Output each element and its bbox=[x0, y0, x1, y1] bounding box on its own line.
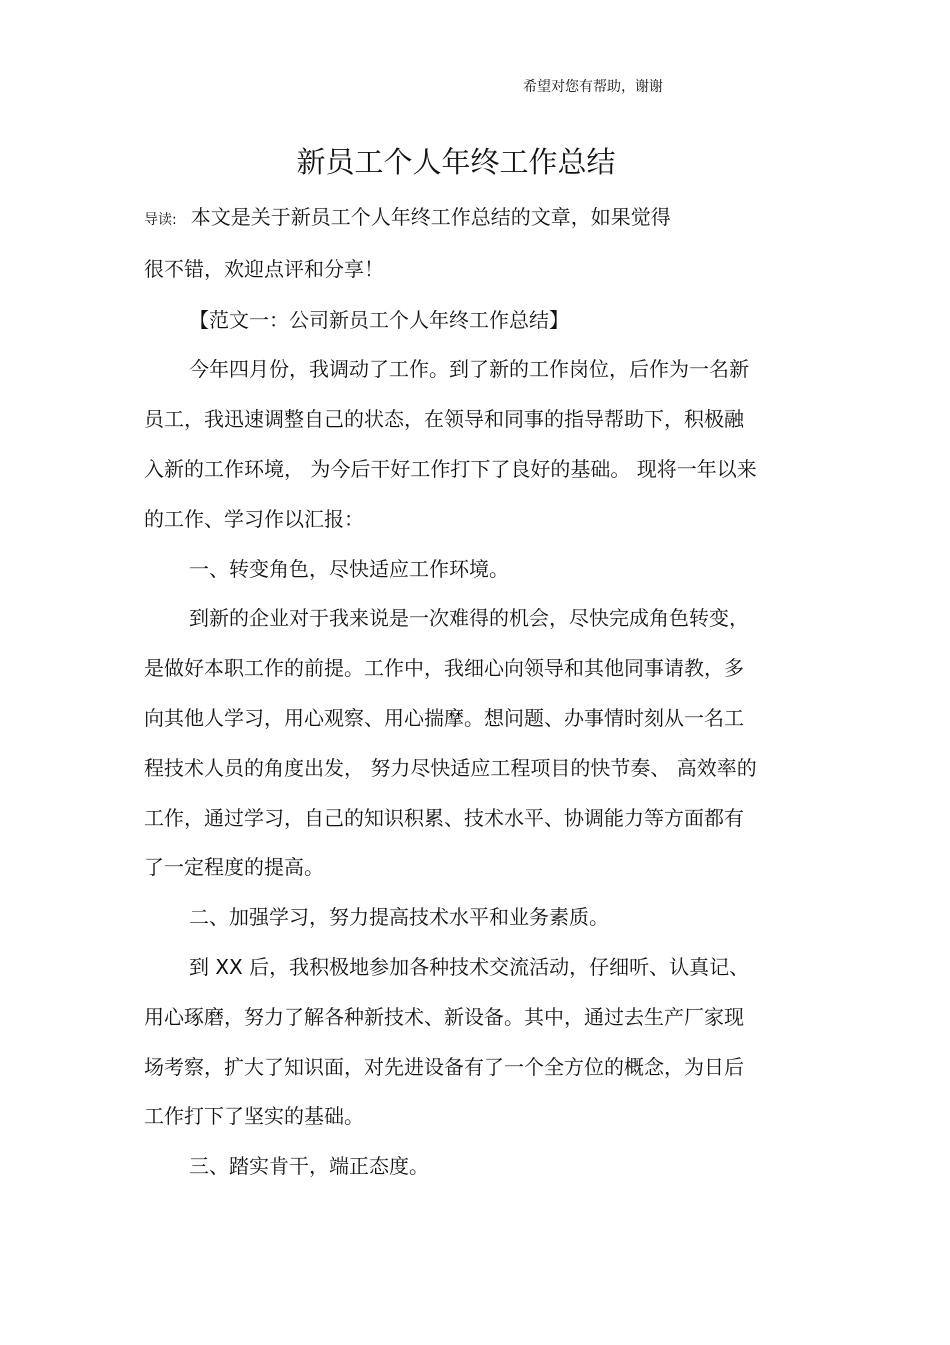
paragraph-line: 了一定程度的提高。 bbox=[144, 855, 324, 879]
paragraph-line: 工作，通过学习，自己的知识积累、技术水平、协调能力等方面都有 bbox=[144, 806, 744, 830]
paragraph-line: 场考察，扩大了知识面，对先进设备有了一个全方位的概念，为日后 bbox=[144, 1055, 744, 1079]
paragraph-line: 工作打下了坚实的基础。 bbox=[144, 1104, 364, 1128]
paragraph-line: 到新的企业对于我来说是一次难得的机会，尽快完成角色转变， bbox=[189, 606, 749, 630]
paragraph-line: 员工，我迅速调整自己的状态，在领导和同事的指导帮助下，积极融 bbox=[144, 407, 744, 431]
paragraph-line: 到 XX 后，我积极地参加各种技术交流活动，仔细听、认真记、 bbox=[189, 955, 750, 979]
intro-text-1: 本文是关于新员工个人年终工作总结的文章，如果觉得 bbox=[190, 205, 671, 229]
paragraph-line: 入新的工作环境， 为今后干好工作打下了良好的基础。 现将一年以来 bbox=[144, 457, 757, 481]
intro-line-1 bbox=[144, 204, 671, 233]
subheading-2: 二、加强学习，努力提高技术水平和业务素质。 bbox=[189, 905, 609, 929]
subheading-1: 一、转变角色，尽快适应工作环境。 bbox=[189, 557, 509, 581]
paragraph-line: 用心琢磨，努力了解各种新技术、新设备。其中，通过去生产厂家现 bbox=[144, 1005, 744, 1029]
intro-line-2: 很不错，欢迎点评和分享！ bbox=[144, 257, 384, 281]
header-note: 希望对您有帮助，谢谢 bbox=[523, 79, 663, 95]
paragraph-line: 向其他人学习，用心观察、用心揣摩。想问题、办事情时刻从一名工 bbox=[144, 706, 744, 730]
paragraph-line: 今年四月份，我调动了工作。到了新的工作岗位，后作为一名新 bbox=[189, 357, 749, 381]
subheading-3: 三、踏实肯干，端正态度。 bbox=[189, 1154, 429, 1178]
intro-label: 导读: bbox=[144, 212, 177, 228]
section-heading: 【范文一：公司新员工个人年终工作总结】 bbox=[189, 308, 569, 332]
paragraph-line: 程技术人员的角度出发， 努力尽快适应工程项目的快节奏、 高效率的 bbox=[144, 756, 757, 780]
paragraph-line: 是做好本职工作的前提。工作中，我细心向领导和其他同事请教，多 bbox=[144, 656, 744, 680]
page-title: 新员工个人年终工作总结 bbox=[296, 145, 616, 179]
paragraph-line: 的工作、学习作以汇报： bbox=[144, 507, 364, 531]
